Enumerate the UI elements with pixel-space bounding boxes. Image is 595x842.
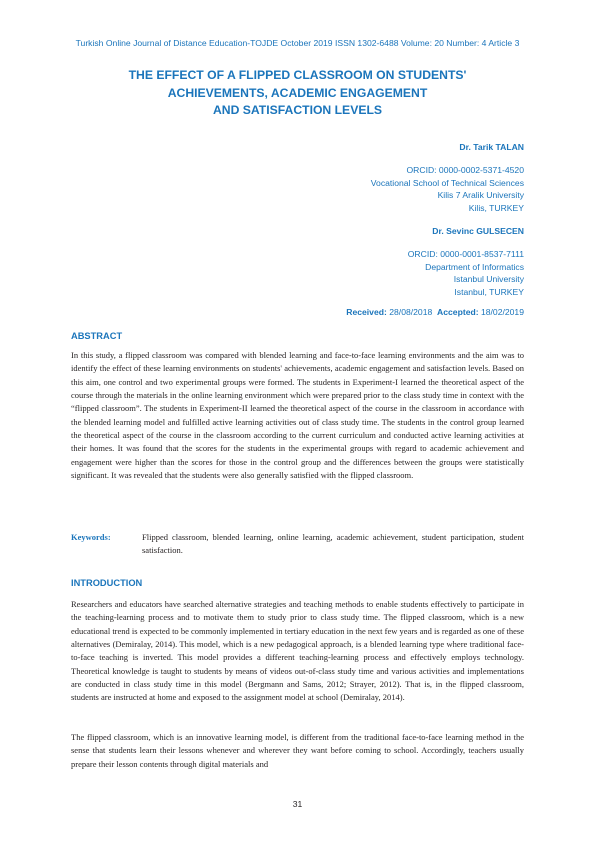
paper-title — [40, 67, 555, 120]
accepted-label: Accepted: — [437, 307, 479, 317]
received-date: 28/08/2018 — [389, 307, 433, 317]
abstract-text: In this study, a flipped classroom was compared with blended learning and face-to-face learning environments and the aim was to identify the effect of these learning environments on students' achievements, academic engagement and satisfaction levels. Based on this aim, one control and two experimental groups were formed. The students in Experiment-I learned the theoretical aspect of the course through the materials in the online learning environment which were prepared prior to the class study time in context with the “flipped classroom”. The students in Experiment-II learned the theoretical aspect of the course in the classroom in accordance with the blended learning model and fulfilled active learning activities out of class study time. The students in the control group learned the theoretical aspect of the course in the classroom according to the current curriculum and conducted active learning activities at their homes. It was found that the scores for the students in the experimental groups with regard to academic achievement and engagement were higher than the scores for those in the control group and the differences between the groups were statistically significant. It was revealed that the students were also generally satisfied with the flipped classroom. — [71, 350, 524, 481]
submission-dates — [346, 307, 524, 317]
introduction-paragraph: The flipped classroom, which is an innovative learning model, is different from the traditional face-to-face learning method in the sense that students learn their lessons whenever and wherever they want before coming to school. Accordingly, teachers usually prepare their lesson contents through digital materials and — [71, 732, 524, 769]
title-line: THE EFFECT OF A FLIPPED CLASSROOM ON STUDENTS' — [128, 68, 467, 82]
author-orcid: ORCID: 0000-0002-5371-4520 — [406, 165, 524, 176]
accepted-date: 18/02/2019 — [480, 307, 524, 317]
abstract-heading: ABSTRACT — [71, 331, 123, 341]
keywords-label: Keywords: — [71, 532, 111, 542]
page-number: 31 — [292, 799, 303, 809]
title-line: AND SATISFACTION LEVELS — [212, 103, 383, 117]
author-affiliation-line: Istanbul, TURKEY — [454, 286, 524, 297]
author-name: Dr. Sevinc GULSECEN — [432, 225, 524, 236]
author-name: Dr. Tarik TALAN — [459, 142, 524, 152]
author-block — [371, 141, 524, 298]
author-affiliation-line: Kilis, TURKEY — [468, 202, 524, 213]
journal-header: Turkish Online Journal of Distance Education-TOJDE October 2019 ISSN 1302-6488 Volume: 20 Number: 4 Article 3 — [75, 38, 520, 48]
received-label: Received: — [346, 307, 387, 317]
author-affiliation-line: Kilis 7 Aralik University — [437, 190, 524, 201]
author-affiliation-line: Department of Informatics — [425, 261, 524, 272]
title-line: ACHIEVEMENTS, ACADEMIC ENGAGEMENT — [167, 85, 428, 100]
keywords — [71, 531, 524, 558]
keywords-text: Flipped classroom, blended learning, online learning, academic achievement, student participation, student satisfaction. — [142, 532, 524, 556]
author-orcid: ORCID: 0000-0001-8537-7111 — [407, 249, 524, 260]
introduction-paragraph: Researchers and educators have searched alternative strategies and teaching methods to enable students effectively to participate in the teaching-learning process and to motivate them to study prior to class study time. The flipped classroom, which is a new educational trend is expected to be commonly implemented in tertiary education in the next few years and is regarded as one of these alternatives (Demiralay, 2014). This model, which is a new pedagogical approach, is a blended learning type where traditional face-to-face teaching is inverted. This model provides a different teaching-learning process and effectively employs technology. Theoretical knowledge is taught to students by means of videos out-of-class study time and various activities and implementations are conducted in class study time in this model (Bergmann and Sams, 2012; Strayer, 2012). That is, in the flipped classroom, students are instructed at home and exposed to the assignment model at school (Demiralay, 2014). — [71, 599, 524, 703]
author-affiliation-line: Vocational School of Technical Sciences — [370, 177, 524, 188]
introduction-heading: INTRODUCTION — [71, 578, 143, 588]
author-affiliation-line: Istanbul University — [453, 274, 524, 285]
